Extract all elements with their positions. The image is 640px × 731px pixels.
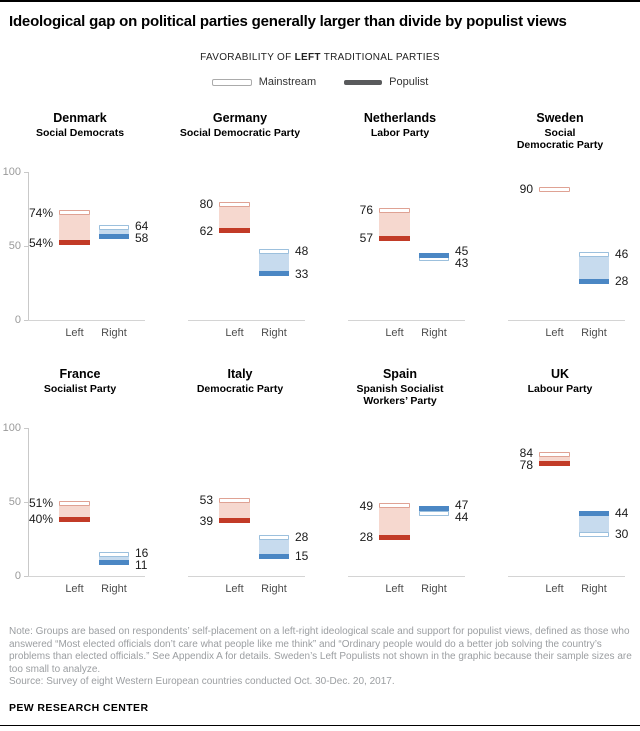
right-range-bar — [579, 252, 609, 284]
panels-grid — [0, 105, 640, 615]
populist-marker — [219, 518, 250, 523]
populist-marker — [379, 535, 410, 540]
y-tick-mark — [24, 172, 28, 173]
category-label: Left — [545, 583, 564, 595]
panel-party — [0, 127, 160, 139]
mainstream-marker — [379, 208, 410, 213]
value-label: 58 — [135, 231, 149, 246]
left-range-bar — [379, 208, 410, 241]
legend-populist-label: Populist — [389, 76, 429, 88]
panel-party — [160, 127, 320, 139]
value-label: 74% — [28, 205, 53, 220]
right-range-bar — [259, 535, 289, 559]
panel-party-line: Democratic Party — [516, 139, 604, 151]
populist-marker — [259, 554, 289, 559]
panel-france — [0, 361, 160, 611]
left-range-bar — [59, 210, 90, 245]
panel-denmark — [0, 105, 160, 355]
chart-subtitle — [0, 52, 640, 63]
left-range-bar — [539, 187, 570, 192]
panel-italy — [160, 361, 320, 611]
populist-marker — [379, 236, 410, 241]
panel-country: France — [59, 367, 101, 381]
category-label: Left — [385, 583, 404, 595]
bottom-rule — [0, 725, 640, 726]
category-label: Right — [101, 327, 127, 339]
panel-party-line: Labor Party — [370, 127, 430, 139]
right-range-bar — [419, 506, 449, 515]
panel-party — [320, 127, 480, 139]
panel-party-line: Socialist Party — [43, 383, 117, 395]
x-baseline — [348, 576, 465, 577]
x-baseline — [188, 320, 305, 321]
value-label: 28 — [359, 530, 373, 545]
left-range-bar — [219, 202, 250, 234]
panel-country: UK — [550, 367, 570, 381]
category-label: Right — [101, 583, 127, 595]
panel-country: Germany — [212, 111, 268, 125]
y-tick-label: 50 — [8, 240, 21, 252]
category-label: Right — [261, 583, 287, 595]
panel-party-line: Democratic Party — [196, 383, 284, 395]
panel-party-line: Social — [544, 127, 576, 139]
value-label: 43 — [455, 256, 469, 271]
populist-marker — [259, 271, 289, 276]
legend-mainstream-label: Mainstream — [258, 76, 317, 88]
panel-party — [320, 383, 480, 407]
panel-party-line: Social Democratic Party — [179, 127, 301, 139]
value-label: 28 — [615, 274, 629, 289]
category-label: Right — [261, 327, 287, 339]
value-label: 49 — [359, 498, 373, 513]
category-label: Left — [545, 327, 564, 339]
category-label: Left — [65, 327, 84, 339]
panel-party-line: Social Democrats — [35, 127, 125, 139]
left-range-bar — [379, 503, 410, 539]
category-label: Right — [421, 327, 447, 339]
value-label: 30 — [615, 527, 629, 542]
populist-marker — [539, 461, 570, 466]
populist-swatch-icon — [344, 80, 382, 85]
x-baseline — [508, 320, 625, 321]
mainstream-marker — [259, 249, 289, 254]
mainstream-marker — [259, 535, 289, 540]
value-label: 62 — [199, 223, 213, 238]
value-label: 46 — [615, 247, 629, 262]
populist-marker — [99, 234, 129, 239]
populist-marker — [579, 511, 609, 516]
value-label: 53 — [199, 493, 213, 508]
y-tick-label: 100 — [2, 166, 21, 178]
subtitle-emphasis: LEFT — [294, 52, 321, 63]
right-range-bar — [99, 552, 129, 564]
right-range-bar — [99, 225, 129, 239]
category-label: Left — [225, 327, 244, 339]
mainstream-marker — [539, 187, 570, 192]
subtitle-prefix: FAVORABILITY OF — [200, 52, 295, 63]
left-range-bar — [59, 501, 90, 522]
value-label: 78 — [519, 457, 533, 472]
panel-uk — [480, 361, 640, 611]
populist-marker — [59, 240, 90, 245]
populist-marker — [579, 279, 609, 284]
right-range-bar — [419, 253, 449, 261]
value-label: 44 — [455, 510, 469, 525]
value-label: 47 — [455, 498, 469, 513]
chart-title: Ideological gap on political parties generally larger than divide by populist views — [9, 13, 567, 30]
panel-country: Spain — [382, 367, 418, 381]
footer-notes — [9, 626, 633, 689]
y-tick-label: 100 — [2, 422, 21, 434]
note-text: Note: Groups are based on respondents’ self-placement on a left-right ideological scale and support for populist views, defined as those who answered “Most elected officials don’t care what people like me think” and “Ordinary people would do a better job solving the country’s problems than elected officials.” See Appendix A for details. Sweden’s Left Populists not shown in the graphic because their sample sizes are too small to analyze. — [9, 626, 632, 675]
legend-item-populist — [344, 76, 428, 88]
value-label: 45 — [455, 244, 469, 259]
value-label: 40% — [28, 512, 53, 527]
y-tick-label: 0 — [14, 570, 21, 582]
value-label: 84 — [519, 445, 533, 460]
mainstream-marker — [59, 210, 90, 215]
value-label: 28 — [295, 530, 309, 545]
panel-sweden — [480, 105, 640, 355]
left-range-bar — [219, 498, 250, 524]
populist-marker — [59, 517, 90, 522]
left-range-bar — [539, 452, 570, 466]
legend-item-mainstream — [212, 76, 316, 88]
y-tick-label: 50 — [8, 496, 21, 508]
x-baseline — [28, 320, 145, 321]
mainstream-marker — [379, 503, 410, 508]
panel-spain — [320, 361, 480, 611]
value-label: 64 — [135, 219, 149, 234]
mainstream-marker — [579, 532, 609, 537]
panel-country: Sweden — [536, 111, 584, 125]
category-label: Right — [421, 583, 447, 595]
category-label: Left — [385, 327, 404, 339]
mainstream-marker — [59, 501, 90, 506]
value-label: 48 — [295, 244, 309, 259]
panel-party — [480, 383, 640, 395]
panel-country: Netherlands — [363, 111, 437, 125]
value-label: 57 — [359, 231, 373, 246]
panel-party-line: Spanish Socialist — [356, 383, 444, 395]
value-label: 39 — [199, 513, 213, 528]
panel-country: Italy — [227, 367, 253, 381]
mainstream-marker — [99, 225, 129, 230]
panel-party-line: Workers’ Party — [363, 395, 437, 407]
x-baseline — [508, 576, 625, 577]
panel-netherlands — [320, 105, 480, 355]
panel-party — [0, 383, 160, 395]
value-label: 80 — [199, 197, 213, 212]
x-baseline — [28, 576, 145, 577]
panel-party-line: Labour Party — [527, 383, 593, 395]
value-label: 44 — [615, 506, 629, 521]
mainstream-marker — [579, 252, 609, 257]
mainstream-swatch-icon — [212, 79, 252, 86]
populist-marker — [99, 560, 129, 565]
panel-party — [160, 383, 320, 395]
value-label: 76 — [359, 203, 373, 218]
value-label: 54% — [28, 235, 53, 250]
category-label: Right — [581, 583, 607, 595]
top-rule — [0, 0, 640, 2]
y-tick-mark — [24, 428, 28, 429]
mainstream-marker — [99, 552, 129, 557]
mainstream-marker — [419, 511, 449, 516]
x-baseline — [188, 576, 305, 577]
value-label: 15 — [295, 549, 309, 564]
value-label: 90 — [519, 182, 533, 197]
pew-research-center-label: PEW RESEARCH CENTER — [9, 702, 149, 714]
value-label: 51% — [28, 496, 53, 511]
subtitle-suffix: TRADITIONAL PARTIES — [320, 52, 440, 63]
value-label: 16 — [135, 545, 149, 560]
category-label: Left — [225, 583, 244, 595]
panel-germany — [160, 105, 320, 355]
y-tick-label: 0 — [14, 314, 21, 326]
populist-marker — [419, 253, 449, 258]
chart-legend — [0, 76, 640, 88]
panel-party — [480, 127, 640, 151]
value-label: 33 — [295, 266, 309, 281]
mainstream-marker — [539, 452, 570, 457]
category-label: Right — [581, 327, 607, 339]
mainstream-marker — [219, 202, 250, 207]
right-range-bar — [259, 249, 289, 276]
populist-marker — [419, 506, 449, 511]
mainstream-marker — [219, 498, 250, 503]
source-text: Source: Survey of eight Western European countries conducted Oct. 30-Dec. 20, 2017. — [9, 676, 395, 688]
x-baseline — [348, 320, 465, 321]
category-label: Left — [65, 583, 84, 595]
value-label: 11 — [135, 557, 148, 572]
panel-country: Denmark — [53, 111, 107, 125]
populist-marker — [219, 228, 250, 233]
right-range-bar — [579, 511, 609, 537]
